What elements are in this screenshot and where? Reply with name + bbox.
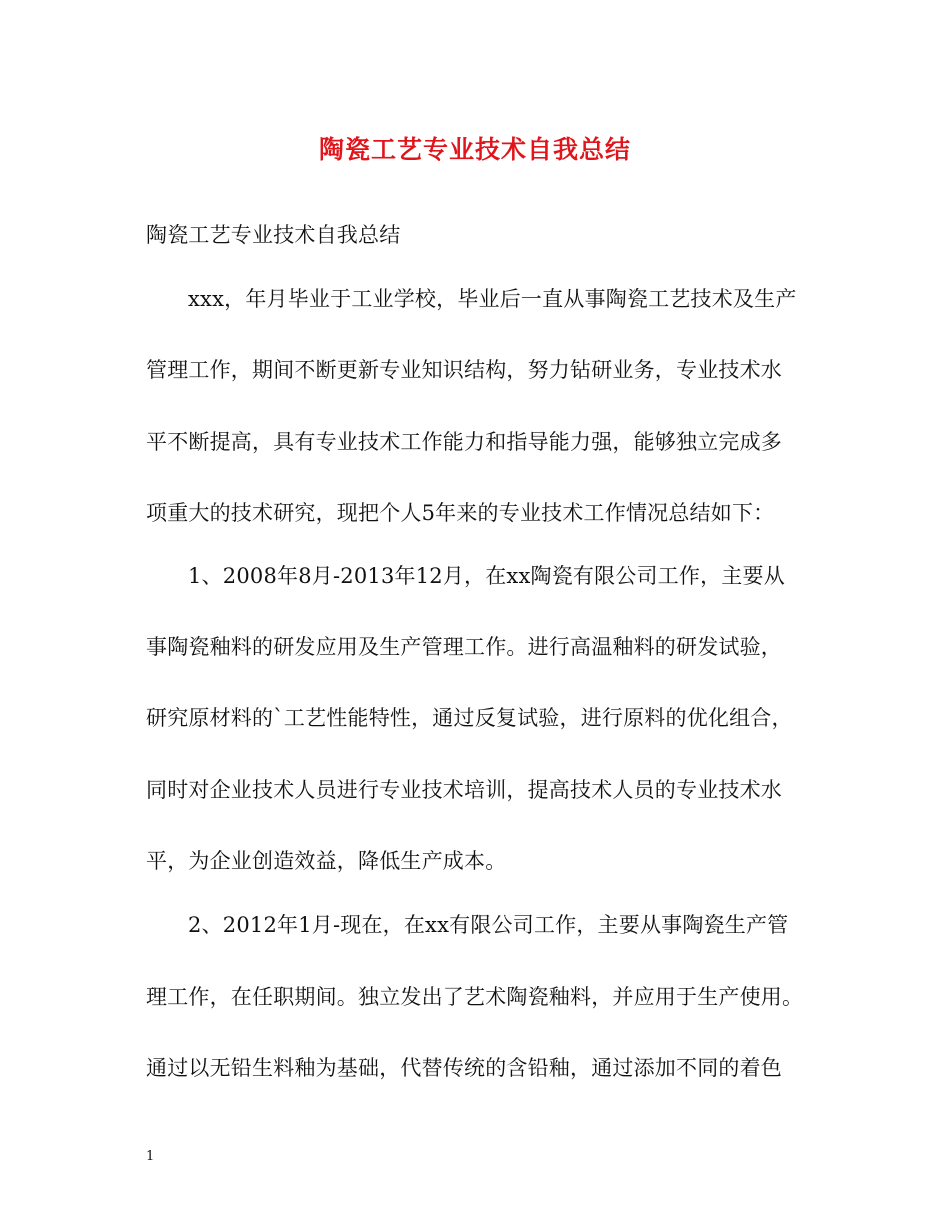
text-line: 研究原材料的`工艺性能特性，通过反复试验，进行原料的优化组合， xyxy=(146,706,793,730)
text-line: 同时对企业技术人员进行专业技术培训，提高技术人员的专业技术水 xyxy=(146,778,782,802)
text-line: 平不断提高，具有专业技术工作能力和指导能力强，能够独立完成多 xyxy=(146,430,782,454)
page-number: 1 xyxy=(146,1149,155,1164)
text-line: 管理工作，期间不断更新专业知识结构，努力钻研业务，专业技术水 xyxy=(146,358,782,382)
text-line: xxx，年月毕业于工业学校，毕业后一直从事陶瓷工艺技术及生产 xyxy=(188,287,797,311)
document-title: 陶瓷工艺专业技术自我总结 xyxy=(318,135,631,164)
text-line: 通过以无铅生料釉为基础，代替传统的含铅釉，通过添加不同的着色 xyxy=(146,1056,782,1080)
text-line: 事陶瓷釉料的研发应用及生产管理工作。进行高温釉料的研发试验， xyxy=(146,635,782,659)
text-line: 1、2008年8月-2013年12月，在xx陶瓷有限公司工作，主要从 xyxy=(188,564,785,588)
text-line: 平，为企业创造效益，降低生产成本。 xyxy=(146,849,507,873)
subtitle-line: 陶瓷工艺专业技术自我总结 xyxy=(146,223,401,247)
text-line: 项重大的技术研究，现把个人5年来的专业技术工作情况总结如下： xyxy=(146,501,775,525)
text-line: 2、2012年1月-现在，在xx有限公司工作，主要从事陶瓷生产管 xyxy=(188,913,789,937)
text-line: 理工作，在任职期间。独立发出了艺术陶瓷釉料，并应用于生产使用。 xyxy=(146,985,804,1009)
